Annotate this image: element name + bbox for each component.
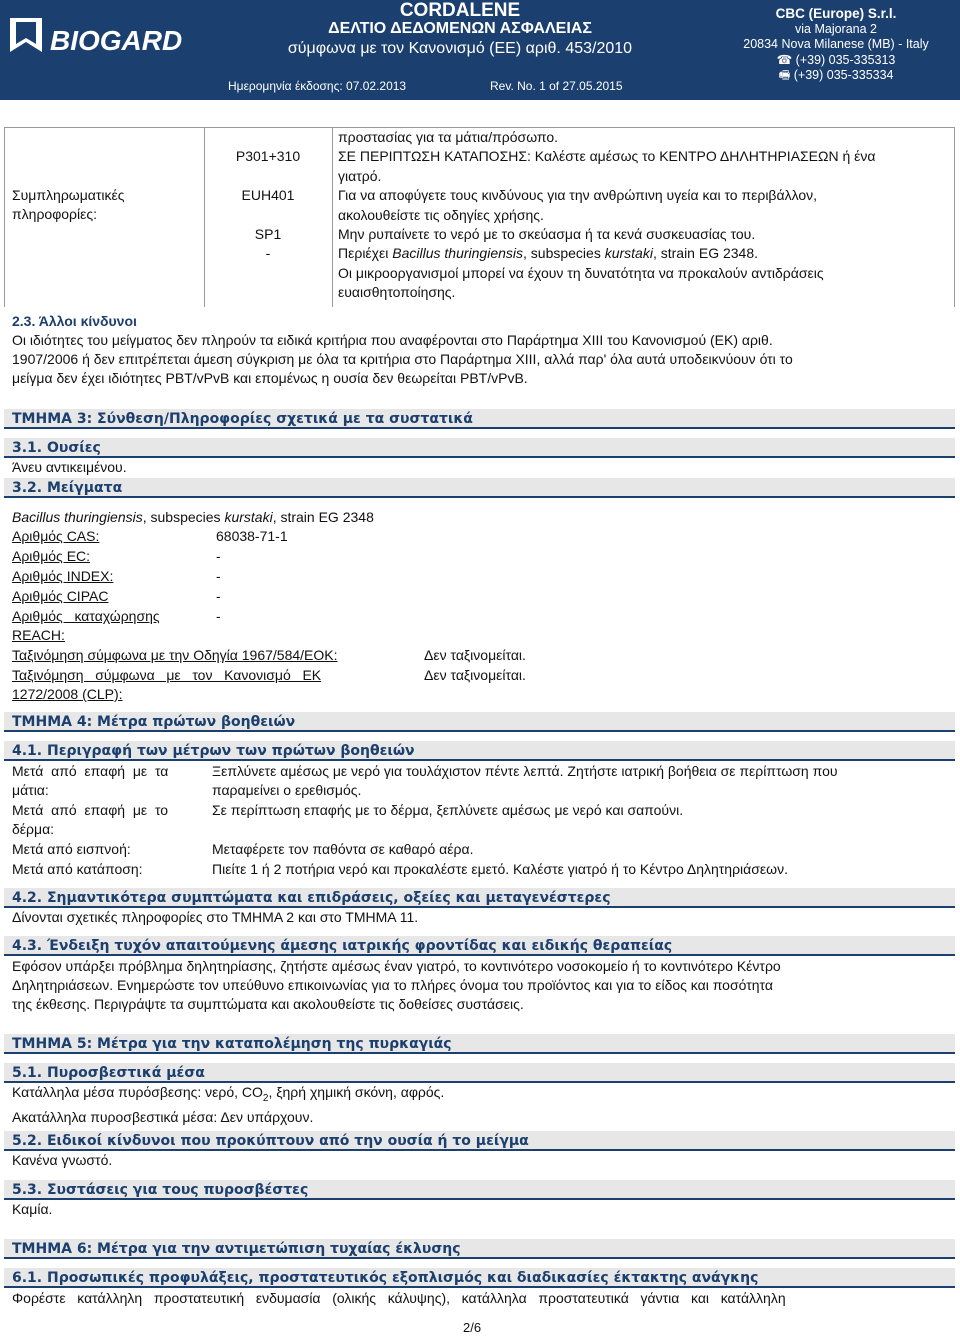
- section-3-1-title: 3.1. Ουσίες: [4, 438, 955, 458]
- substance-name: Bacillus thuringiensis, subspecies kurstaki, strain EG 2348: [12, 509, 374, 525]
- statement-text: Μην ρυπαίνετε το νερό με το σκεύασμα ή τα κενά συσκευασίας του.: [338, 226, 756, 242]
- statement-text: ΣΕ ΠΕΡΙΠΤΩΣΗ ΚΑΤΑΠΟΣΗΣ: Καλέστε αμέσως το ΚΕΝΤΡΟ ΔΗΛΗΤΗΡΙΑΣΕΩΝ ή ένα: [338, 148, 876, 165]
- statement-text: Για να αποφύγετε τους κινδύνους για την ανθρώπινη υγεία και το περιβάλλον,: [338, 187, 818, 204]
- section-3-1-text: Άνευ αντικειμένου.: [12, 459, 127, 475]
- section-5-3-text: Καμία.: [12, 1201, 53, 1217]
- classification-directive-value: Δεν ταξινομείται.: [424, 647, 526, 663]
- index-label: Αριθμός INDEX:: [12, 568, 114, 584]
- section-4-1-title: 4.1. Περιγραφή των μέτρων των πρώτων βοηθειών: [4, 741, 955, 761]
- company-fax: 🖷 (+39) 035-335334: [778, 68, 894, 82]
- company-city: 20834 Nova Milanese (MB) - Italy: [743, 37, 929, 51]
- section-3-heading: ΤΜΗΜΑ 3: Σύνθεση/Πληροφορίες σχετικά με τα συστατικά: [4, 409, 955, 429]
- table-divider: [332, 127, 333, 307]
- section-4-2-text: Δίνονται σχετικές πληροφορίες στο ΤΜΗΜΑ 2 και στο ΤΜΗΜΑ 11.: [12, 909, 419, 925]
- section-6-1-text: Φορέστε κατάλληλη προστατευτική ενδυμασία (ολικής κάλυψης), κατάλληλα προστατευτικά γάντια και κατάλληλη: [12, 1290, 786, 1306]
- section-2-3-title: 2.3. Άλλοι κίνδυνοι: [12, 313, 137, 329]
- inhalation-label: Μετά από εισπνοή:: [12, 841, 131, 857]
- index-value: -: [216, 568, 221, 584]
- statement-text: Περιέχει Bacillus thuringiensis, subspecies kurstaki, strain EG 2348.: [338, 245, 759, 262]
- statement-text: προστασίας για τα μάτια/πρόσωπο.: [338, 129, 559, 145]
- skin-contact-label: Μετά από επαφή με το δέρμα:: [12, 802, 169, 837]
- cipac-value: -: [216, 588, 221, 604]
- statement-code: P301+310: [235, 148, 301, 165]
- classification-clp-label: Ταξινόμηση σύμφωνα με τον Κανονισμό ΕΚ 1272/2008 (CLP):: [12, 667, 322, 702]
- ingestion-text: Πιείτε 1 ή 2 ποτήρια νερό και προκαλέστε εμετό. Καλέστε γιατρό ή το Κέντρο Δηλητηριάσεων.: [212, 861, 788, 877]
- eye-contact-text: Ξεπλύνετε αμέσως με νερό για τουλάχιστον πέντε λεπτά. Ζητήστε ιατρική βοήθεια σε περίπτωση που παραμείνει ο ερεθισμός.: [212, 763, 838, 798]
- ec-label: Αριθμός EC:: [12, 548, 91, 564]
- section-3-2-title: 3.2. Μείγματα: [4, 478, 955, 498]
- eye-contact-label: Μετά από επαφή με τα μάτια:: [12, 763, 169, 798]
- cas-label: Αριθμός CAS:: [12, 528, 100, 544]
- section-5-3-title: 5.3. Συστάσεις για τους πυροσβέστες: [4, 1180, 955, 1200]
- document-header: [0, 0, 960, 100]
- biogard-logo: [6, 12, 216, 58]
- company-street: via Majorana 2: [795, 21, 877, 36]
- reach-value: -: [216, 608, 221, 624]
- section-5-1-text: Κατάλληλα μέσα πυρόσβεσης: νερό, $CO_2$, ξηρή χημική σκόνη, αφρός. Ακατάλληλα πυροσβεστικά μέσα: Δεν υπάρχουν.: [12, 1084, 445, 1125]
- document-title: ΔΕΛΤΙΟ ΔΕΔΟΜΕΝΩΝ ΑΣΦΑΛΕΙΑΣ: [328, 20, 592, 37]
- statement-code: EUH401: [241, 187, 295, 204]
- ingestion-label: Μετά από κατάποση:: [12, 861, 143, 877]
- statement-code: SP1: [254, 226, 282, 242]
- statement-text: γιατρό.: [338, 167, 382, 184]
- statement-code: -: [265, 245, 271, 262]
- regulation-ref: σύμφωνα με τον Κανονισμό (ΕΕ) αριθ. 453/2010: [287, 40, 633, 57]
- company-phone: ☎ (+39) 035-335313: [776, 52, 896, 67]
- section-6-1-title: 6.1. Προσωπικές προφυλάξεις, προστατευτικός εξοπλισμός και διαδικασίες έκτακτης ανάγκης: [4, 1268, 955, 1288]
- section-4-2-title: 4.2. Σημαντικότερα συμπτώματα και επιδράσεις, οξείες και μεταγενέστερες: [4, 888, 955, 908]
- fax-icon: 🖷: [778, 68, 794, 82]
- cipac-label: Αριθμός CIPAC: [12, 588, 109, 604]
- statement-text: ακολουθείστε τις οδηγίες χρήσης.: [338, 206, 544, 223]
- product-name: CORDALENE: [399, 0, 521, 21]
- section-5-2-title: 5.2. Ειδικοί κίνδυνοι που προκύπτουν από την ουσία ή το μείγμα: [4, 1131, 955, 1151]
- company-name: CBC (Europe) S.r.l.: [775, 6, 897, 21]
- company-info: [716, 6, 956, 84]
- page-number: 2/6: [463, 1320, 482, 1335]
- statement-text: ευαισθητοποίησης.: [338, 284, 456, 301]
- skin-contact-text: Σε περίπτωση επαφής με το δέρμα, ξεπλύνετε αμέσως με νερό και σαπούνι.: [212, 802, 684, 818]
- statement-text: Οι μικροοργανισμοί μπορεί να έχουν τη δυνατότητα να προκαλούν αντιδράσεις: [338, 264, 824, 281]
- table-divider: [204, 127, 205, 307]
- issue-date: Ημερομηνία έκδοσης: 07.02.2013: [228, 79, 407, 93]
- section-5-2-text: Κανένα γνωστό.: [12, 1152, 113, 1168]
- supplementary-label: Συμπληρωματικές πληροφορίες:: [12, 187, 125, 222]
- ec-value: -: [216, 548, 221, 564]
- phone-icon: ☎: [776, 52, 796, 67]
- section-6-heading: ΤΜΗΜΑ 6: Μέτρα για την αντιμετώπιση τυχαίας έκλυσης: [4, 1239, 955, 1259]
- section-5-1-title: 5.1. Πυροσβεστικά μέσα: [4, 1063, 955, 1083]
- classification-directive-label: Ταξινόμηση σύμφωνα με την Οδηγία 1967/584/ΕΟΚ:: [12, 647, 338, 663]
- section-2-3-text: Οι ιδιότητες του μείγματος δεν πληρούν τα ειδικά κριτήρια που αναφέρονται στο Παράρτημα XIII του Κανονισμού (ΕΚ) αριθ. 1907/2006 ή δεν επιτρέπεται άμεση σύγκριση με όλα τα κριτήρια στο Παράρτημα XIII, αλλά παρ' όλα αυτά υποδεικνύουν ότι το μείγμα δεν έχει ιδιότητες PBT/vPvB και επομένως η ουσία δεν θεωρείται PBT/vPvB.: [12, 332, 793, 386]
- section-4-3-text: Εφόσον υπάρξει πρόβλημα δηλητηρίασης, ζητήστε αμέσως έναν γιατρό, το κοντινότερο νοσοκομείο ή το κοντινότερο Κέντρο Δηλητηριάσεων. Ενημερώστε τον υπεύθυνο επικοινωνίας για το πλήρες όνομα του προϊόντος και για το είδος και ποσότητα της έκθεσης. Περιγράψτε τα συμπτώματα και ακολουθείστε τις δοθείσες συστάσεις.: [12, 958, 781, 1012]
- brand-name: BIOGARD: [50, 25, 183, 56]
- section-4-heading: ΤΜΗΜΑ 4: Μέτρα πρώτων βοηθειών: [4, 712, 955, 732]
- section-4-3-title: 4.3. Ένδειξη τυχόν απαιτούμενης άμεσης ιατρικής φροντίδας και ειδικής θεραπείας: [4, 936, 955, 956]
- classification-clp-value: Δεν ταξινομείται.: [424, 667, 526, 683]
- reach-label: Αριθμός καταχώρησης REACH:: [12, 608, 160, 643]
- inhalation-text: Μεταφέρετε τον παθόντα σε καθαρό αέρα.: [212, 841, 474, 857]
- section-5-heading: ΤΜΗΜΑ 5: Μέτρα για την καταπολέμηση της πυρκαγιάς: [4, 1034, 955, 1054]
- header-center: [220, 0, 700, 58]
- cas-value: 68038-71-1: [216, 528, 288, 544]
- revision-number: Rev. No. 1 of 27.05.2015: [490, 79, 623, 93]
